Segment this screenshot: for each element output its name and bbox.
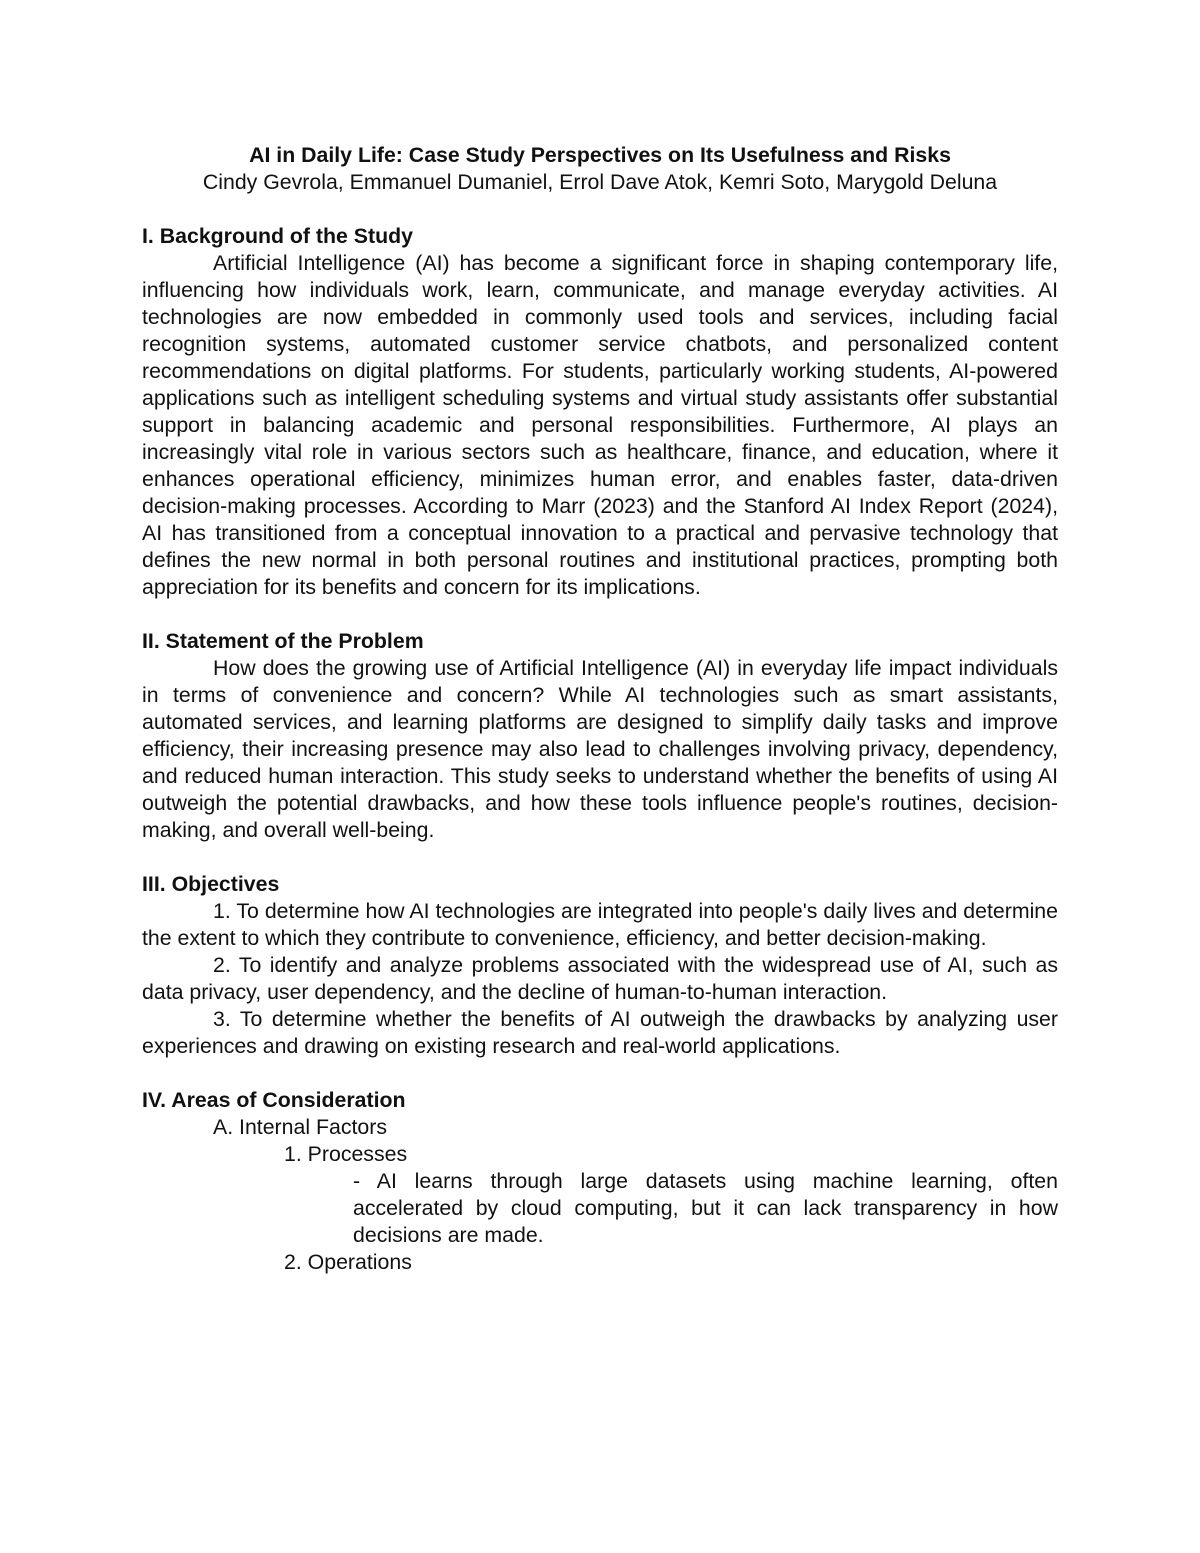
objective-item-3: 3. To determine whether the benefits of AI outweigh the drawbacks by analyzing user experiences and drawing on existing research and real-world applications. xyxy=(142,1007,1058,1058)
section-heading-objectives: III. Objectives xyxy=(142,872,280,896)
objective-item-1: 1. To determine how AI technologies are integrated into people's daily lives and determine the extent to which they contribute to convenience, efficiency, and better decision-making. xyxy=(142,899,1058,950)
internal-factors-label: A. Internal Factors xyxy=(213,1115,387,1139)
document-authors: Cindy Gevrola, Emmanuel Dumaniel, Errol Dave Atok, Kemri Soto, Marygold Deluna xyxy=(202,170,998,194)
objective-item-2: 2. To identify and analyze problems associated with the widespread use of AI, such as data privacy, user dependency, and the decline of human-to-human interaction. xyxy=(142,953,1058,1004)
section-heading-problem: II. Statement of the Problem xyxy=(142,629,424,653)
background-paragraph: Artificial Intelligence (AI) has become a significant force in shaping contemporary life, influencing how individuals work, learn, communicate, and manage everyday activities. AI technologies are now embedded in commonly used tools and services, including facial recognition systems, automated customer service chatbots, and personalized content recommendations on digital platforms. For students, particularly working students, AI-powered applications such as intelligent scheduling systems and virtual study assistants offer substantial support in balancing academic and personal responsibilities. Furthermore, AI plays an increasingly vital role in various sectors such as healthcare, finance, and education, where it enhances operational efficiency, minimizes human error, and enables faster, data-driven decision-making processes. According to Marr (2023) and the Stanford AI Index Report (2024), AI has transitioned from a conceptual innovation to a practical and pervasive technology that defines the new normal in both personal routines and institutional practices, prompting both appreciation for its benefits and concern for its implications. xyxy=(142,251,1058,599)
section-heading-background: I. Background of the Study xyxy=(142,224,413,248)
document-title: AI in Daily Life: Case Study Perspectives on Its Usefulness and Risks xyxy=(249,143,951,167)
document-body xyxy=(142,142,1058,1276)
processes-label: 1. Processes xyxy=(284,1142,408,1166)
processes-detail: - AI learns through large datasets using machine learning, often accelerated by cloud computing, but it can lack transparency in how decisions are made. xyxy=(353,1169,1058,1247)
section-heading-considerations: IV. Areas of Consideration xyxy=(142,1088,406,1112)
problem-paragraph: How does the growing use of Artificial Intelligence (AI) in everyday life impact individuals in terms of convenience and concern? While AI technologies such as smart assistants, automated services, and learning platforms are designed to simplify daily tasks and improve efficiency, their increasing presence may also lead to challenges involving privacy, dependency, and reduced human interaction. This study seeks to understand whether the benefits of using AI outweigh the potential drawbacks, and how these tools influence people's routines, decision-making, and overall well-being. xyxy=(142,656,1058,842)
operations-label: 2. Operations xyxy=(284,1250,412,1274)
